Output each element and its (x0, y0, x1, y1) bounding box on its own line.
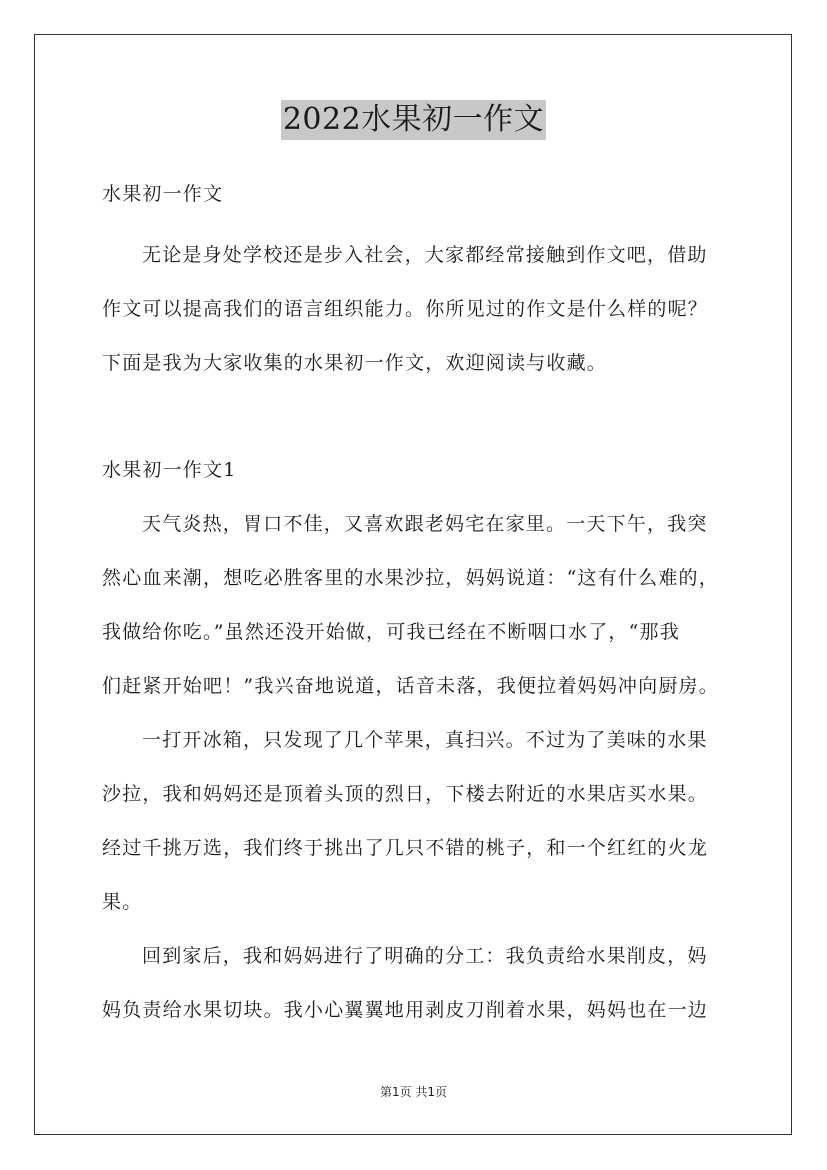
text-line: 一打开冰箱，只发现了几个苹果，真扫兴。不过为了美味的水果 (142, 729, 708, 751)
body-paragraph (102, 713, 728, 929)
page-number-footer: 第1页 共1页 (379, 1085, 448, 1099)
text-line: 无论是身处学校还是步入社会，大家都经常接触到作文吧，借助 (142, 244, 708, 266)
text-line: 经过千挑万选，我们终于挑出了几只不错的桃子，和一个红红的火龙 (102, 837, 709, 859)
text-line: 天气炎热，胃口不佳，又喜欢跟老妈宅在家里。一天下午，我突 (142, 513, 708, 535)
text-line: 沙拉，我和妈妈还是顶着头顶的烈日，下楼去附近的水果店买水果。 (102, 783, 709, 805)
text-line: 作文可以提高我们的语言组织能力。你所见过的作文是什么样的呢？ (102, 298, 709, 320)
text-line: 回到家后，我和妈妈进行了明确的分工：我负责给水果削皮，妈 (142, 945, 708, 967)
body-paragraph (102, 497, 728, 713)
body-paragraph (102, 929, 728, 1037)
text-line: 我做给你吃。”虽然还没开始做，可我已经在不断咽口水了，“那我 (102, 621, 680, 643)
text-line: 果。 (102, 891, 143, 913)
text-line: 下面是我为大家收集的水果初一作文，欢迎阅读与收藏。 (102, 352, 608, 374)
intro-paragraph (102, 228, 728, 390)
section-heading: 水果初一作文1 (102, 459, 237, 481)
text-line: 们赶紧开始吧！”我兴奋地说道，话音未落，我便拉着妈妈冲向厨房。 (102, 675, 719, 697)
text-line: 然心血来潮，想吃必胜客里的水果沙拉，妈妈说道：“这有什么难的， (102, 567, 719, 589)
text-line: 妈负责给水果切块。我小心翼翼地用剥皮刀削着水果，妈妈也在一边 (102, 999, 709, 1021)
document-title: 2022水果初一作文 (281, 100, 546, 140)
subtitle: 水果初一作文 (102, 183, 224, 205)
document-body (102, 176, 728, 1037)
